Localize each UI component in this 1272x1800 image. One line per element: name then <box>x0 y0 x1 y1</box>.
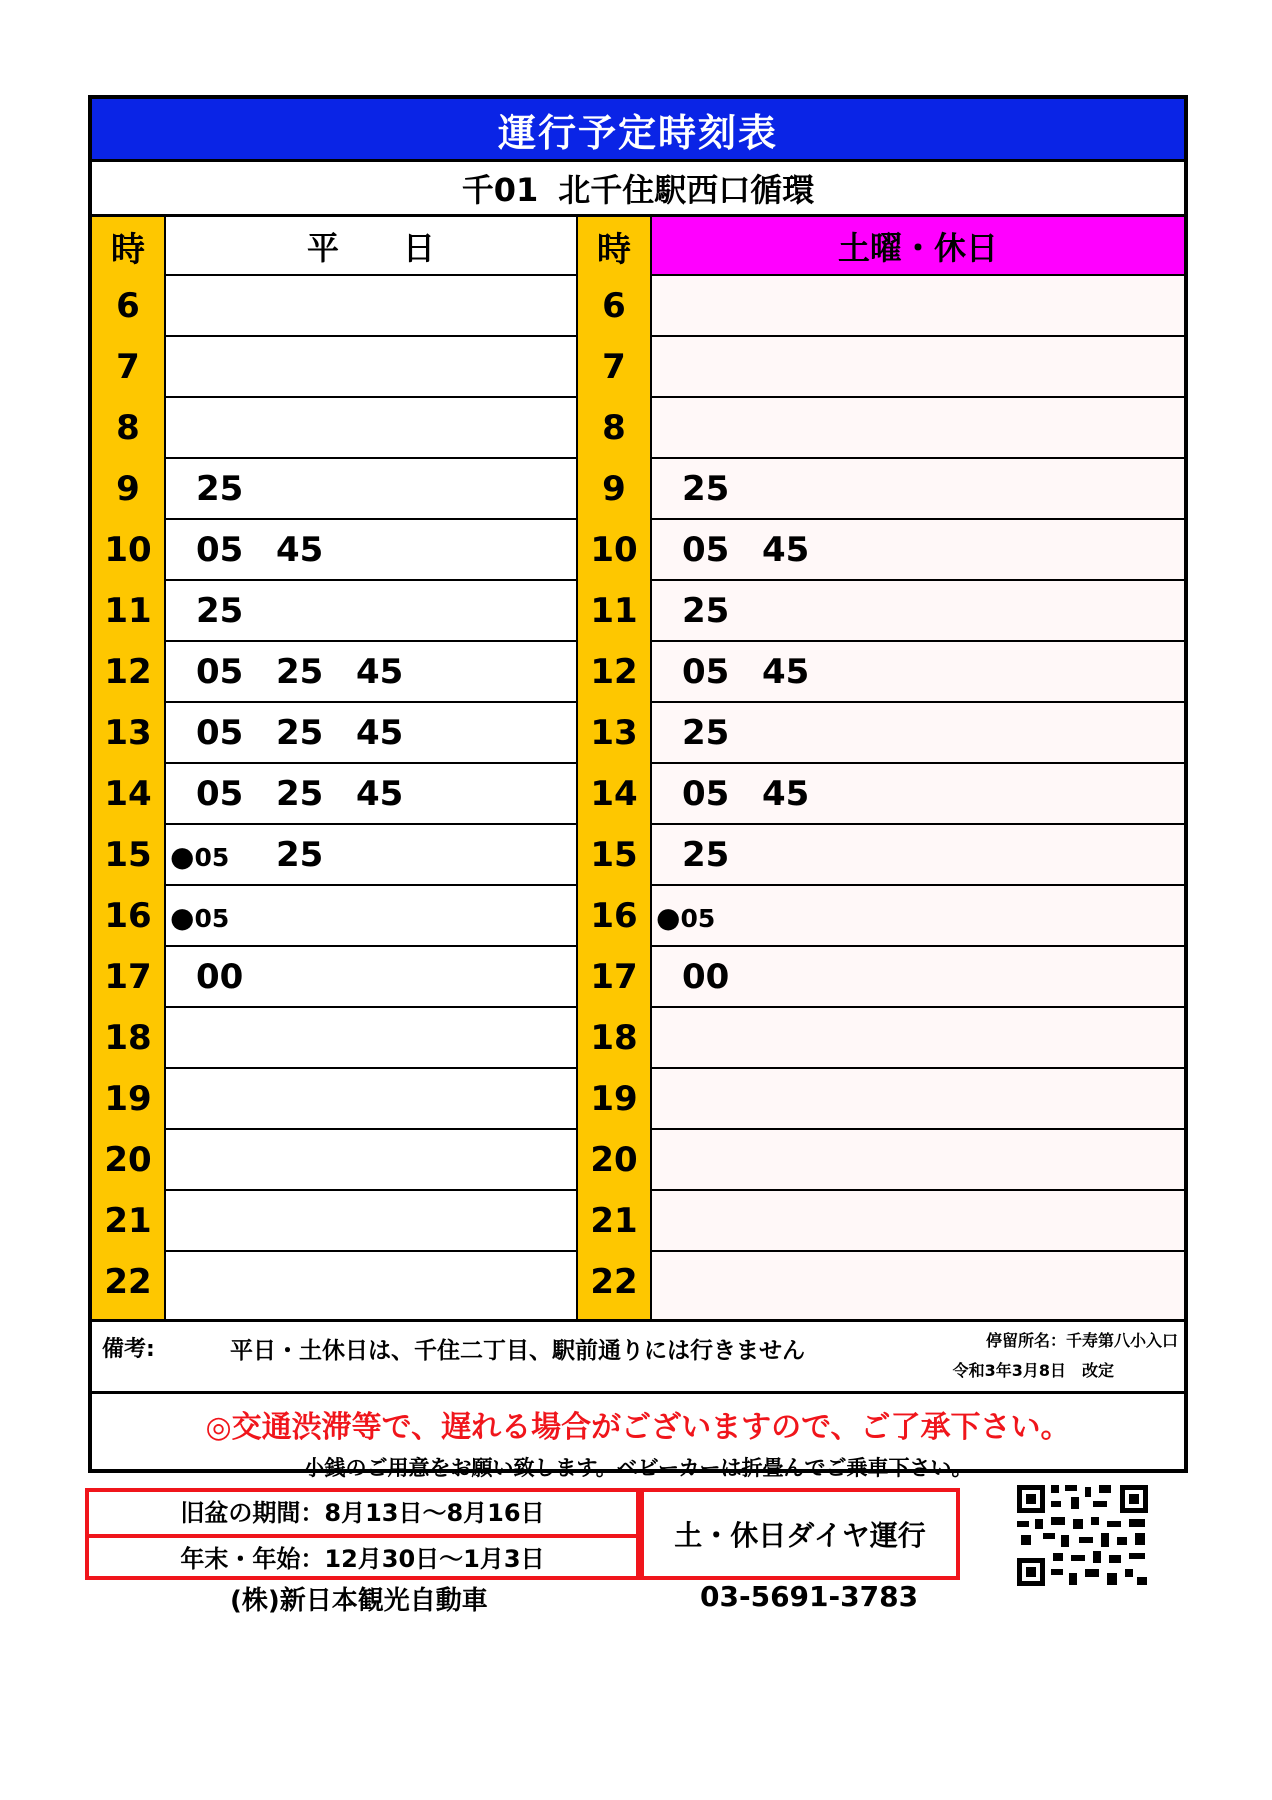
row-divider <box>652 1006 1184 1008</box>
departure-time: 00 <box>682 956 730 997</box>
route-code: 千01 <box>461 171 539 209</box>
weekend-time-row <box>652 885 1184 946</box>
departure-time: 25 <box>682 834 730 875</box>
departure-time: 05 <box>196 773 244 814</box>
weekday-time-row <box>166 1068 576 1129</box>
weekend-time-row <box>652 1190 1184 1251</box>
row-divider <box>652 640 1184 642</box>
hour-cell: 6 <box>116 285 140 326</box>
row-divider <box>166 274 578 276</box>
row-divider <box>652 1189 1184 1191</box>
departure-time: 25 <box>682 468 730 509</box>
hour-cell: 7 <box>602 346 626 387</box>
weekend-time-row <box>652 1007 1184 1068</box>
hour-cell: 7 <box>116 346 140 387</box>
hour-cell: 8 <box>602 407 626 448</box>
weekday-time-row <box>166 1190 576 1251</box>
hour-cell: 19 <box>104 1078 152 1119</box>
weekday-time-row <box>166 336 576 397</box>
row-divider <box>652 335 1184 337</box>
row-divider <box>166 396 578 398</box>
departure-time: 05 <box>196 529 244 570</box>
weekend-time-row <box>652 1068 1184 1129</box>
departure-minute: 05 <box>194 903 230 933</box>
departure-time: 25 <box>276 773 324 814</box>
holiday-info <box>85 1488 965 1580</box>
weekday-hour-column <box>92 217 166 1319</box>
departure-time: 45 <box>356 712 404 753</box>
hour-cell: 17 <box>104 956 152 997</box>
departure-time: 45 <box>356 773 404 814</box>
weekday-time-row <box>166 702 576 763</box>
departure-time: 25 <box>682 712 730 753</box>
row-divider <box>166 335 578 337</box>
departure-time: 05 <box>682 651 730 692</box>
warning-line-2: 小銭のご用意をお願い致します。ベビーカーは折畳んでご乗車下さい。 <box>303 1456 973 1480</box>
weekday-time-row <box>166 641 576 702</box>
qr-code-icon <box>1015 1483 1150 1588</box>
row-divider <box>166 701 578 703</box>
weekend-time-row <box>652 580 1184 641</box>
weekend-time-row <box>652 946 1184 1007</box>
row-divider <box>166 823 578 825</box>
row-divider <box>652 1250 1184 1252</box>
weekday-time-row <box>166 1129 576 1190</box>
weekday-time-column <box>166 217 578 1319</box>
row-divider <box>166 1250 578 1252</box>
weekday-time-row <box>166 1251 576 1312</box>
dot-mark-icon: ● <box>170 839 195 873</box>
hour-cell: 14 <box>590 773 638 814</box>
weekend-hour-column <box>578 217 652 1319</box>
row-divider <box>652 1067 1184 1069</box>
row-divider <box>652 701 1184 703</box>
hour-cell: 16 <box>104 895 152 936</box>
hour-cell: 20 <box>104 1139 152 1180</box>
departure-time: 25 <box>276 834 324 875</box>
departure-time: 25 <box>276 712 324 753</box>
hour-cell: 9 <box>116 468 140 509</box>
departure-time: 45 <box>762 773 810 814</box>
revised-date: 令和3年3月8日 改定 <box>952 1361 1114 1380</box>
departure-time: 25 <box>276 651 324 692</box>
hour-cell: 20 <box>590 1139 638 1180</box>
hour-cell: 13 <box>590 712 638 753</box>
row-divider <box>652 396 1184 398</box>
weekend-header: 土曜・休日 <box>652 217 1184 275</box>
weekday-time-row <box>166 946 576 1007</box>
hour-cell: 18 <box>104 1017 152 1058</box>
weekend-time-row <box>652 702 1184 763</box>
holiday-schedule-text: 土・休日ダイヤ運行 <box>674 1519 926 1552</box>
row-divider <box>166 1189 578 1191</box>
weekday-time-row <box>166 885 576 946</box>
row-divider <box>652 518 1184 520</box>
holiday-schedule-box <box>640 1488 960 1580</box>
weekday-time-row <box>166 275 576 336</box>
hour-cell: 9 <box>602 468 626 509</box>
hour-cell: 10 <box>104 529 152 570</box>
weekday-header: 平 日 <box>306 229 435 267</box>
departure-time: 05 <box>196 712 244 753</box>
departure-time: 05 <box>682 773 730 814</box>
hour-cell: 11 <box>590 590 638 631</box>
obon-period: 旧盆の期間：8月13日～8月16日 <box>89 1492 636 1538</box>
row-divider <box>166 762 578 764</box>
hour-header: 時 <box>111 229 145 270</box>
holiday-period-box <box>85 1488 640 1580</box>
weekend-time-row <box>652 1129 1184 1190</box>
departure-time: 25 <box>196 468 244 509</box>
departure-time: 25 <box>196 590 244 631</box>
newyear-period: 年末・年始：12月30日～1月3日 <box>180 1545 545 1573</box>
hour-cell: 16 <box>590 895 638 936</box>
departure-time <box>170 896 276 936</box>
weekday-time-row <box>166 458 576 519</box>
page-title: 運行予定時刻表 <box>92 99 1184 159</box>
departure-time <box>656 896 762 936</box>
row-divider <box>652 762 1184 764</box>
weekend-time-row <box>652 519 1184 580</box>
row-divider <box>166 579 578 581</box>
warning-section <box>92 1391 1184 1480</box>
timetable-frame <box>88 95 1188 1480</box>
departure-time: 05 <box>196 651 244 692</box>
weekend-time-row <box>652 641 1184 702</box>
row-divider <box>166 1006 578 1008</box>
route-header <box>92 159 1184 217</box>
row-divider <box>166 457 578 459</box>
hour-cell: 11 <box>104 590 152 631</box>
row-divider <box>652 823 1184 825</box>
departure-minute: 05 <box>680 903 716 933</box>
row-divider <box>652 1128 1184 1130</box>
departure-time: 25 <box>682 590 730 631</box>
hour-cell: 18 <box>590 1017 638 1058</box>
weekday-time-row <box>166 580 576 641</box>
weekday-time-row <box>166 763 576 824</box>
weekday-time-row <box>166 519 576 580</box>
row-divider <box>166 884 578 886</box>
hour-cell: 21 <box>590 1200 638 1241</box>
departure-time <box>170 835 276 875</box>
stop-name: 停留所名：千寿第八小入口 <box>985 1331 1178 1350</box>
weekend-time-row <box>652 763 1184 824</box>
weekend-time-row <box>652 275 1184 336</box>
hour-cell: 19 <box>590 1078 638 1119</box>
hour-cell: 22 <box>590 1261 638 1302</box>
row-divider <box>652 457 1184 459</box>
hour-cell: 15 <box>104 834 152 875</box>
row-divider <box>652 884 1184 886</box>
hour-cell: 14 <box>104 773 152 814</box>
hour-cell: 22 <box>104 1261 152 1302</box>
weekend-time-row <box>652 397 1184 458</box>
row-divider <box>166 640 578 642</box>
hour-cell: 12 <box>104 651 152 692</box>
row-divider <box>652 579 1184 581</box>
row-divider <box>166 1067 578 1069</box>
weekend-time-row <box>652 824 1184 885</box>
departure-time: 00 <box>196 956 244 997</box>
dot-mark-icon: ● <box>656 900 681 934</box>
hour-cell: 8 <box>116 407 140 448</box>
notes-section <box>92 1319 1184 1391</box>
hour-cell: 10 <box>590 529 638 570</box>
timetable-grid <box>92 217 1184 1319</box>
weekend-time-row <box>652 458 1184 519</box>
route-name: 北千住駅西口循環 <box>558 171 815 209</box>
row-divider <box>166 1128 578 1130</box>
departure-time: 05 <box>682 529 730 570</box>
hour-cell: 17 <box>590 956 638 997</box>
row-divider <box>166 518 578 520</box>
weekend-time-row <box>652 1251 1184 1312</box>
row-divider <box>166 945 578 947</box>
hour-cell: 12 <box>590 651 638 692</box>
hour-cell: 13 <box>104 712 152 753</box>
weekday-time-row <box>166 824 576 885</box>
row-divider <box>652 945 1184 947</box>
hour-header: 時 <box>597 229 631 270</box>
warning-line-1: ◎交通渋滞等で、遅れる場合がございますので、ご了承下さい。 <box>205 1410 1071 1445</box>
weekend-time-row <box>652 336 1184 397</box>
weekend-time-column <box>652 217 1184 1319</box>
departure-time: 45 <box>762 529 810 570</box>
weekday-time-row <box>166 397 576 458</box>
departure-time: 45 <box>356 651 404 692</box>
notes-label: 備考: <box>102 1337 155 1362</box>
dot-mark-icon: ● <box>170 900 195 934</box>
row-divider <box>652 274 1184 276</box>
departure-time: 45 <box>762 651 810 692</box>
hour-cell: 21 <box>104 1200 152 1241</box>
departure-minute: 05 <box>194 842 230 872</box>
departure-time: 45 <box>276 529 324 570</box>
notes-text: 平日・土休日は、千住二丁目、駅前通りには行きません <box>230 1338 805 1364</box>
phone-number: 03-5691-3783 <box>700 1580 919 1613</box>
hour-cell: 15 <box>590 834 638 875</box>
company-name: (株)新日本観光自動車 <box>230 1586 488 1616</box>
hour-cell: 6 <box>602 285 626 326</box>
weekday-time-row <box>166 1007 576 1068</box>
